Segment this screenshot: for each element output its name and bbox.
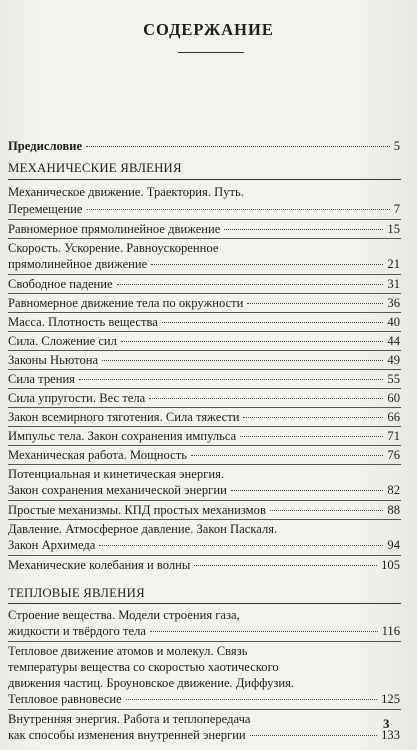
- toc-entry[interactable]: [8, 502, 400, 518]
- toc-entry-label: Свободное падение: [8, 277, 113, 291]
- entry-divider: [8, 641, 401, 642]
- entry-divider: [8, 350, 401, 351]
- toc-entry-label: Закон Архимеда: [8, 538, 96, 552]
- toc-entry[interactable]: [8, 557, 400, 573]
- leader-dots: [224, 229, 383, 230]
- toc-entry-label: Простые механизмы. КПД простых механизмов: [8, 503, 266, 517]
- entry-divider: [8, 219, 401, 220]
- toc-entry-page: 133: [381, 728, 400, 742]
- toc-entry[interactable]: [8, 482, 400, 498]
- entry-divider: [8, 519, 401, 520]
- toc-entry[interactable]: [8, 537, 400, 553]
- toc-entry-line: Давление. Атмосферное давление. Закон Паскаля.: [8, 522, 278, 536]
- toc-entry[interactable]: [8, 371, 400, 387]
- leader-dots: [150, 631, 378, 632]
- toc-entry-line: Тепловое движение атомов и молекул. Связь: [8, 644, 248, 658]
- toc-entry-page: 94: [387, 538, 400, 552]
- toc-entry-label: Масса. Плотность вещества: [8, 315, 158, 329]
- toc-entry[interactable]: [8, 256, 400, 272]
- toc-entry-line: Строение вещества. Модели строения газа,: [8, 608, 240, 622]
- toc-entry-page: 60: [387, 391, 400, 405]
- toc-entry-label: Механическая работа. Мощность: [8, 448, 187, 462]
- toc-entry[interactable]: [8, 623, 400, 639]
- toc-entry-label: жидкости и твёрдого тела: [8, 624, 146, 638]
- toc-entry[interactable]: [8, 727, 400, 743]
- leader-dots: [151, 264, 383, 265]
- leader-dots: [102, 360, 383, 361]
- toc-entry-page: 40: [387, 315, 400, 329]
- leader-dots: [194, 565, 377, 566]
- toc-entry-page: 66: [387, 410, 400, 424]
- entry-divider: [8, 555, 401, 556]
- toc-entry[interactable]: [8, 691, 400, 707]
- toc-entry[interactable]: [8, 428, 400, 444]
- entry-divider: [8, 293, 401, 294]
- toc-entry-line: температуры вещества со скоростью хаотического: [8, 660, 279, 674]
- toc-entry-line: Механическое движение. Траектория. Путь.: [8, 185, 244, 199]
- page-title: СОДЕРЖАНИЕ: [143, 20, 274, 39]
- leader-dots: [126, 699, 377, 700]
- entry-divider: [8, 500, 401, 501]
- toc-entry-page: 55: [387, 372, 400, 386]
- toc-entry-label: Предисловие: [8, 139, 83, 153]
- toc-entry[interactable]: [8, 276, 400, 292]
- page-number: 3: [383, 716, 390, 731]
- toc-entry-page: 7: [393, 202, 400, 216]
- toc-entry[interactable]: [8, 221, 400, 237]
- toc-entry-label: Импульс тела. Закон сохранения импульса: [8, 429, 237, 443]
- leader-dots: [191, 455, 383, 456]
- toc-entry-page: 5: [393, 139, 400, 153]
- leader-dots: [231, 490, 384, 491]
- entry-divider: [8, 312, 401, 313]
- leader-dots: [247, 303, 383, 304]
- toc-entry[interactable]: [8, 201, 400, 217]
- leader-dots: [99, 545, 383, 546]
- entry-divider: [8, 445, 401, 446]
- entry-divider: [8, 407, 401, 408]
- toc-entry-label: Сила упругости. Вес тела: [8, 391, 146, 405]
- toc-entry-label: Сила трения: [8, 372, 75, 386]
- leader-dots: [240, 436, 383, 437]
- toc-entry-label: Сила. Сложение сил: [8, 334, 117, 348]
- toc-entry[interactable]: [8, 295, 400, 311]
- toc-entry[interactable]: [8, 314, 400, 330]
- entry-divider: [8, 464, 401, 465]
- toc-entry-page: 116: [381, 624, 400, 638]
- entry-divider: [8, 388, 401, 389]
- section-heading-mechanics: МЕХАНИЧЕСКИЕ ЯВЛЕНИЯ: [8, 161, 182, 175]
- toc-entry-line: Потенциальная и кинетическая энергия.: [8, 467, 225, 481]
- toc-entry-label: прямолинейное движение: [8, 257, 148, 271]
- title-underline: [178, 52, 244, 53]
- toc-entry-page: 44: [387, 334, 400, 348]
- toc-entry-label: Тепловое равновесие: [8, 692, 122, 706]
- leader-dots: [270, 510, 384, 511]
- leader-dots: [79, 379, 383, 380]
- leader-dots: [243, 417, 383, 418]
- entry-divider: [8, 709, 401, 710]
- leader-dots: [162, 322, 384, 323]
- toc-entry-label: Закон сохранения механической энергии: [8, 483, 227, 497]
- toc-entry-label: Закон всемирного тяготения. Сила тяжести: [8, 410, 240, 424]
- toc-entry-page: 71: [387, 429, 400, 443]
- toc-entry[interactable]: [8, 409, 400, 425]
- toc-entry-page: 21: [387, 257, 400, 271]
- toc-entry-line: Внутренняя энергия. Работа и теплопередача: [8, 712, 251, 726]
- leader-dots: [87, 209, 390, 210]
- leader-dots: [149, 398, 383, 399]
- toc-entry[interactable]: [8, 352, 400, 368]
- toc-entry-page: 36: [387, 296, 400, 310]
- toc-entry-line: движения частиц. Броуновское движение. Диффузия.: [8, 676, 295, 690]
- entry-divider: [8, 426, 401, 427]
- toc-entry-label: Равномерное прямолинейное движение: [8, 222, 221, 236]
- toc-entry-page: 49: [387, 353, 400, 367]
- toc-entry[interactable]: [8, 447, 400, 463]
- toc-entry-label: как способы изменения внутренней энергии: [8, 728, 246, 742]
- toc-entry-label: Механические колебания и волны: [8, 558, 191, 572]
- toc-entry-label: Равномерное движение тела по окружности: [8, 296, 244, 310]
- toc-entry[interactable]: [8, 333, 400, 349]
- toc-entry-page: 88: [387, 503, 400, 517]
- leader-dots: [250, 735, 377, 736]
- toc-entry-page: 31: [387, 277, 400, 291]
- toc-entry-label: Законы Ньютона: [8, 353, 99, 367]
- leader-dots: [121, 341, 383, 342]
- toc-entry-line: Скорость. Ускорение. Равноускоренное: [8, 241, 219, 255]
- section-rule: [8, 603, 401, 604]
- entry-divider: [8, 369, 401, 370]
- leader-dots: [86, 146, 390, 147]
- toc-entry-page: 105: [381, 558, 400, 572]
- section-rule: [8, 179, 401, 180]
- entry-divider: [8, 238, 401, 239]
- toc-entry-page: 82: [387, 483, 400, 497]
- toc-entry[interactable]: [8, 390, 400, 406]
- entry-divider: [8, 274, 401, 275]
- toc-entry-page: 15: [387, 222, 400, 236]
- toc-entry-page: 76: [387, 448, 400, 462]
- entry-divider: [8, 331, 401, 332]
- toc-entry-page: 125: [381, 692, 400, 706]
- toc-entry-label: Перемещение: [8, 202, 83, 216]
- leader-dots: [117, 284, 384, 285]
- toc-entry-preface[interactable]: [8, 138, 400, 154]
- section-heading-thermal: ТЕПЛОВЫЕ ЯВЛЕНИЯ: [8, 586, 145, 600]
